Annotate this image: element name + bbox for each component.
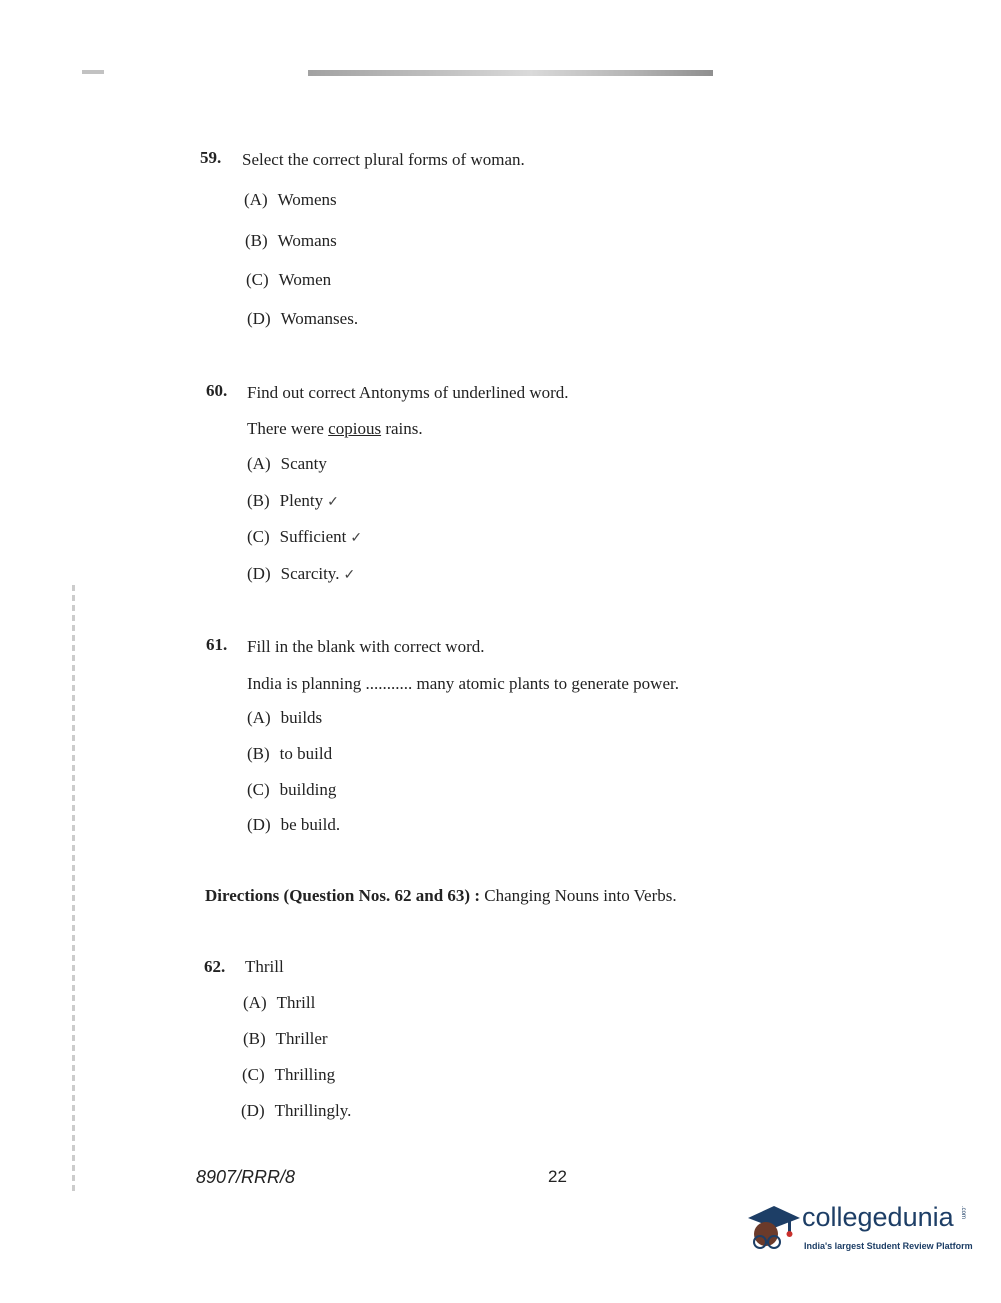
scan-artifact-left bbox=[82, 70, 104, 74]
option-text: Womans bbox=[277, 231, 337, 250]
option-text: building bbox=[279, 780, 337, 799]
sentence-before: There were bbox=[247, 419, 324, 438]
option-text: Thriller bbox=[275, 1029, 328, 1048]
logo-tagline: India's largest Student Review Platform bbox=[804, 1241, 973, 1251]
option bbox=[243, 1029, 328, 1049]
option-text: Sufficient bbox=[279, 527, 347, 546]
underlined-word: copious bbox=[328, 419, 382, 438]
scan-binding-edge bbox=[72, 585, 75, 1195]
option-text: Thrill bbox=[276, 993, 316, 1012]
option-label: (B) bbox=[247, 491, 270, 510]
option-text: Thrilling bbox=[274, 1065, 336, 1084]
directions-heading: Directions (Question Nos. 62 and 63) : bbox=[205, 886, 480, 905]
question-number: 61. bbox=[206, 635, 228, 654]
option bbox=[247, 708, 322, 728]
option-label: (B) bbox=[245, 231, 268, 250]
option bbox=[247, 527, 362, 547]
option-text: Womens bbox=[277, 190, 337, 209]
question-sentence: India is planning ........... many atomic plants to generate power. bbox=[247, 674, 679, 693]
page-number: 22 bbox=[548, 1167, 567, 1186]
option-text: Thrillingly. bbox=[274, 1101, 352, 1120]
option bbox=[247, 564, 355, 584]
option-label: (A) bbox=[247, 454, 271, 473]
option-text: Scarcity. bbox=[280, 564, 340, 583]
option-text: builds bbox=[280, 708, 323, 727]
option-label: (D) bbox=[247, 815, 271, 834]
option-text: Womanses. bbox=[280, 309, 359, 328]
question-text: Find out correct Antonyms of underlined word. bbox=[247, 383, 569, 402]
scan-artifact-top bbox=[308, 70, 713, 76]
logo-domain-suffix: .com bbox=[960, 1206, 966, 1220]
paper-code: 8907/RRR/8 bbox=[196, 1167, 296, 1187]
logo-name: collegedunia bbox=[802, 1202, 954, 1232]
option-label: (B) bbox=[243, 1029, 266, 1048]
option-label: (A) bbox=[243, 993, 267, 1012]
option-text: to build bbox=[279, 744, 333, 763]
option-label: (C) bbox=[247, 527, 270, 546]
question-text: Thrill bbox=[245, 957, 284, 976]
option bbox=[247, 309, 358, 329]
question-number: 60. bbox=[206, 381, 228, 400]
option-text: Plenty bbox=[279, 491, 324, 510]
checkmark-icon: ✓ bbox=[343, 568, 356, 583]
collegedunia-logo bbox=[744, 1198, 973, 1258]
option-label: (A) bbox=[244, 190, 268, 209]
option bbox=[243, 993, 315, 1013]
sentence-after: rains. bbox=[385, 419, 423, 438]
question-text: Fill in the blank with correct word. bbox=[247, 637, 485, 656]
option-label: (D) bbox=[247, 564, 271, 583]
option bbox=[244, 190, 337, 210]
question-number: 62. bbox=[204, 957, 226, 976]
option-label: (C) bbox=[242, 1065, 265, 1084]
option-label: (D) bbox=[247, 309, 271, 328]
option-text: Women bbox=[278, 270, 332, 289]
directions bbox=[205, 886, 677, 906]
option bbox=[241, 1101, 351, 1121]
option bbox=[247, 780, 336, 800]
option-label: (C) bbox=[246, 270, 269, 289]
question-sentence bbox=[247, 419, 423, 439]
option bbox=[247, 744, 332, 764]
option bbox=[247, 454, 327, 474]
option-label: (A) bbox=[247, 708, 271, 727]
option-label: (B) bbox=[247, 744, 270, 763]
option bbox=[247, 491, 339, 511]
directions-text: Changing Nouns into Verbs. bbox=[484, 886, 677, 905]
option bbox=[245, 231, 337, 251]
option-text: be build. bbox=[280, 815, 341, 834]
question-number: 59. bbox=[200, 148, 222, 167]
option-label: (D) bbox=[241, 1101, 265, 1120]
question-text: Select the correct plural forms of woman. bbox=[242, 150, 525, 169]
graduate-cap-icon bbox=[744, 1198, 800, 1256]
option-label: (C) bbox=[247, 780, 270, 799]
option bbox=[242, 1065, 335, 1085]
checkmark-icon: ✓ bbox=[350, 531, 363, 546]
option bbox=[246, 270, 331, 290]
option-text: Scanty bbox=[280, 454, 327, 473]
checkmark-icon: ✓ bbox=[327, 495, 339, 510]
option bbox=[247, 815, 340, 835]
